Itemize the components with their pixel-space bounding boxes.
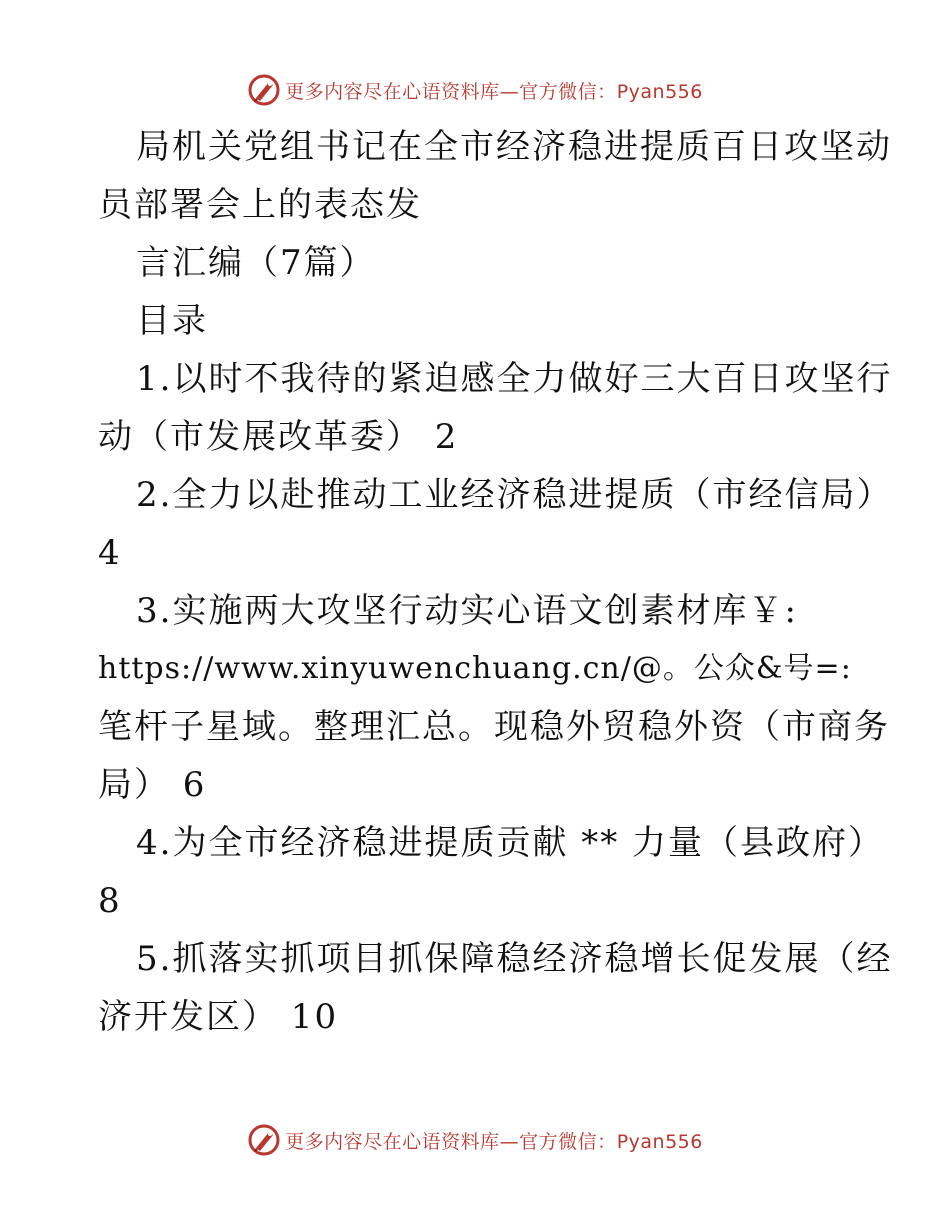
toc-item-3-line-1: 3.实施两大攻坚行动实心语文创素材库￥: [136,591,798,631]
toc-item-5-line-2: 济开发区） 10 [98,997,339,1037]
header-brand-line [285,77,703,104]
footer-wechat-label: 官方微信： [519,1130,617,1153]
footer-watermark [0,1120,950,1160]
header-wechat-label: 官方微信： [519,80,617,103]
toc-item-3-url: https://www.xinyuwenchuang.cn/@。公众&号=: [98,651,852,686]
toc-item-2-line-1: 2.全力以赴推动工业经济稳进提质（市经信局） [136,475,893,515]
toc-item-1-line-2: 动（市发展改革委） 2 [98,417,459,457]
pen-logo-icon [247,73,281,107]
document-body [98,118,893,1046]
footer-brand-line [285,1127,703,1154]
footer-wechat-id: Pyan556 [616,1130,703,1153]
toc-item-1-line-1: 1.以时不我待的紧迫感全力做好三大百日攻坚行 [136,359,893,399]
toc-item-2-line-2: 4 [98,533,122,573]
toc-heading: 目录 [136,301,208,341]
title-line-2: 员部署会上的表态发 [98,185,422,225]
header-watermark [0,70,950,110]
header-separator: — [499,80,520,103]
toc-item-4-line-1: 4.为全市经济稳进提质贡献 ** 力量（县政府） [136,823,885,863]
footer-separator: — [499,1130,520,1153]
title-line-1: 局机关党组书记在全市经济稳进提质百日攻坚动 [136,127,892,167]
header-wechat-id: Pyan556 [616,80,703,103]
pen-logo-icon [247,1123,281,1157]
header-brand-text: 更多内容尽在心语资料库 [285,80,500,103]
toc-item-4-line-2: 8 [98,881,122,921]
title-line-3: 言汇编（7篇） [136,243,376,283]
toc-item-3-line-4: 局） 6 [98,765,207,805]
toc-item-5-line-1: 5.抓落实抓项目抓保障稳经济稳增长促发展（经 [136,939,893,979]
footer-brand-text: 更多内容尽在心语资料库 [285,1130,500,1153]
toc-item-3-line-3: 笔杆子星域。整理汇总。现稳外贸稳外资（市商务 [98,707,890,747]
